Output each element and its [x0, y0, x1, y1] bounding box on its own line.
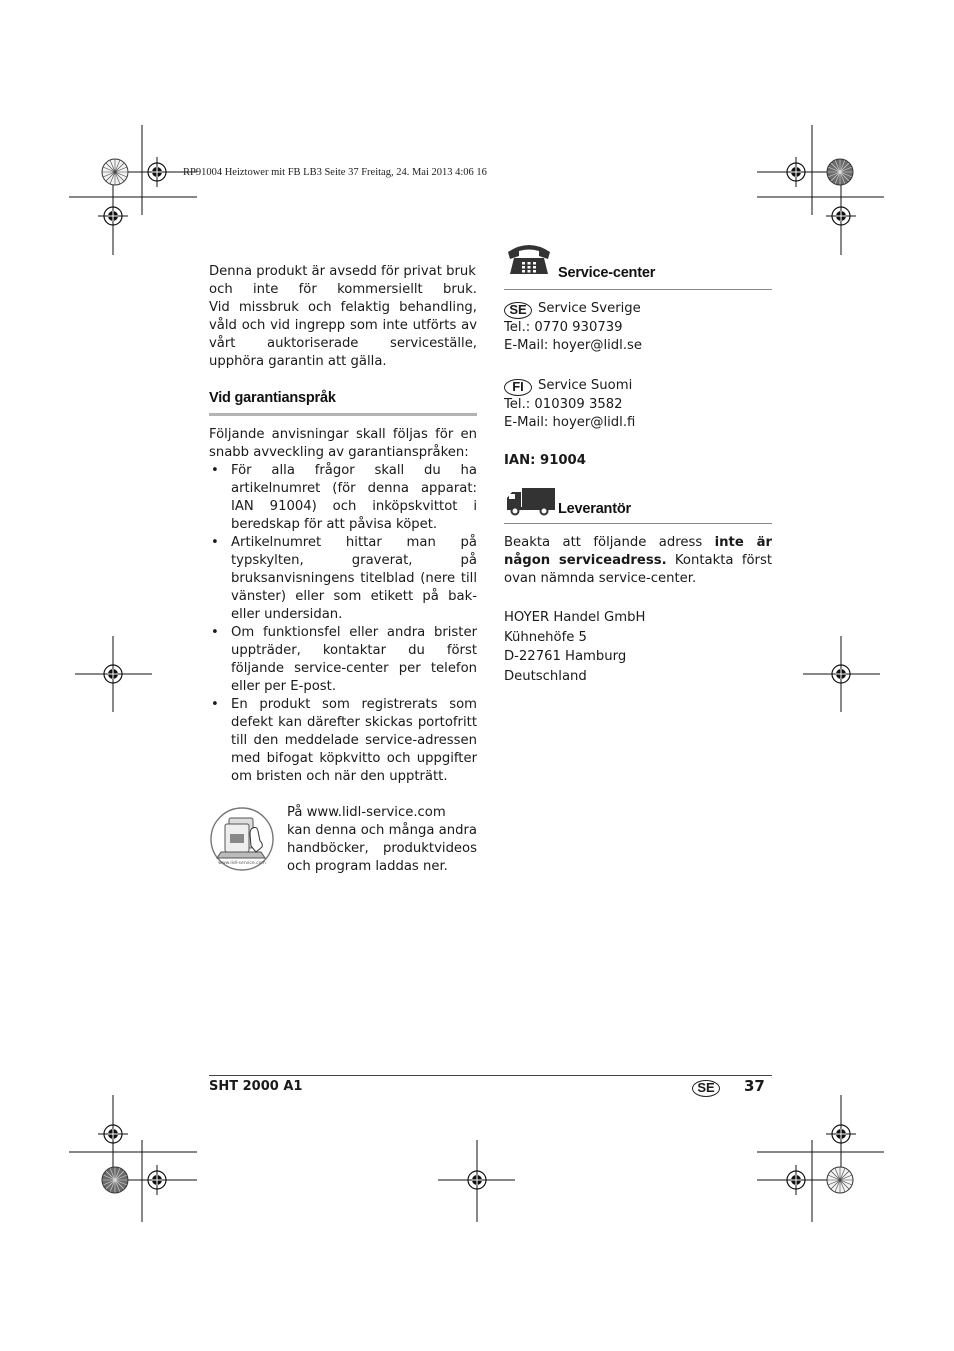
warranty-list: [209, 462, 477, 786]
left-column: [209, 263, 477, 876]
fi-telephone: Tel.: 010309 3582: [504, 397, 623, 412]
footer-model: SHT 2000 A1: [209, 1079, 303, 1094]
print-header: RP91004 Heiztower mit FB LB3 Seite 37 Freitag, 24. Mai 2013 4:06 16: [183, 167, 487, 178]
supplier-note-bold: inte är någon serviceadress.: [504, 535, 772, 568]
telephone-icon: [506, 240, 552, 276]
list-item: • Om funktionsfel eller andra brister uppträder, kontaktar du först följande service-center per telefon eller per E-post.: [209, 624, 477, 696]
service-center-header: [504, 240, 772, 290]
lidl-service-block: [209, 804, 477, 876]
footer-se-flag-badge: SE: [692, 1080, 720, 1097]
list-item: • Artikelnumret hittar man på typskylten, graverat, på bruksanvisningens titelblad (nere till vänster) eller som etikett på bak-eller undersidan.: [209, 534, 477, 624]
address-line: Kühnehöfe 5: [504, 629, 587, 645]
intro-paragraph-1: Denna produkt är avsedd för privat bruk och inte för kommersiellt bruk.: [209, 264, 477, 297]
supplier-note-post: Kontakta först ovan nämnda service-center.: [504, 553, 773, 586]
truck-icon: [506, 486, 556, 516]
se-email: E-Mail: hoyer@lidl.se: [504, 338, 643, 353]
se-telephone: Tel.: 0770 930739: [504, 320, 623, 335]
supplier-heading: Leverantör: [558, 501, 631, 517]
page-number: 37: [744, 1077, 765, 1095]
supplier-header: [504, 482, 772, 524]
right-column: [504, 240, 772, 686]
address-line: HOYER Handel GmbH: [504, 610, 646, 625]
lidl-service-icon: [209, 806, 275, 872]
supplier-address: [504, 608, 772, 686]
fi-flag-badge: FI: [504, 379, 532, 396]
lidl-service-text: [287, 804, 477, 876]
service-center-heading: Service-center: [558, 265, 656, 281]
lidl-service-url-line: På www.lidl-service.com: [287, 805, 446, 820]
warranty-heading: Vid garantianspråk: [209, 389, 477, 416]
address-line: D-22761 Hamburg: [504, 649, 627, 664]
footer-rule: [209, 1075, 772, 1076]
service-finland: [504, 377, 772, 432]
lidl-service-description: kan denna och många andra handböcker, produktvideos och program laddas ner.: [287, 823, 477, 874]
se-service-name: Service Sverige: [538, 301, 641, 316]
address-line: Deutschland: [504, 668, 587, 684]
se-flag-badge: SE: [504, 302, 532, 319]
list-item: • En produkt som registrerats som defekt kan därefter skickas portofritt till den meddelade service-adressen med bifogat köpkvitto och uppgifter om bristen och när den uppträtt.: [209, 696, 477, 786]
warranty-intro: Följande anvisningar skall följas för en snabb avveckling av garantianspråken:: [209, 427, 477, 460]
intro-paragraph-2: Vid missbruk och felaktig behandling, våld och vid ingrepp som inte utförts av vårt auktoriserade serviceställe, upphöra garantin att gälla.: [209, 300, 477, 369]
supplier-note: [504, 534, 772, 588]
fi-email: E-Mail: hoyer@lidl.fi: [504, 415, 636, 430]
list-item: • För alla frågor skall du ha artikelnumret (för denna apparat: IAN 91004) och inköpskvittot i beredskap för att påvisa köpet.: [209, 462, 477, 534]
service-sweden: [504, 300, 772, 355]
lidl-icon-caption: www.lidl-service.com: [218, 861, 266, 866]
fi-service-name: Service Suomi: [538, 378, 633, 393]
supplier-note-pre: Beakta att följande adress: [504, 535, 715, 550]
ian-number: IAN: 91004: [504, 453, 586, 468]
